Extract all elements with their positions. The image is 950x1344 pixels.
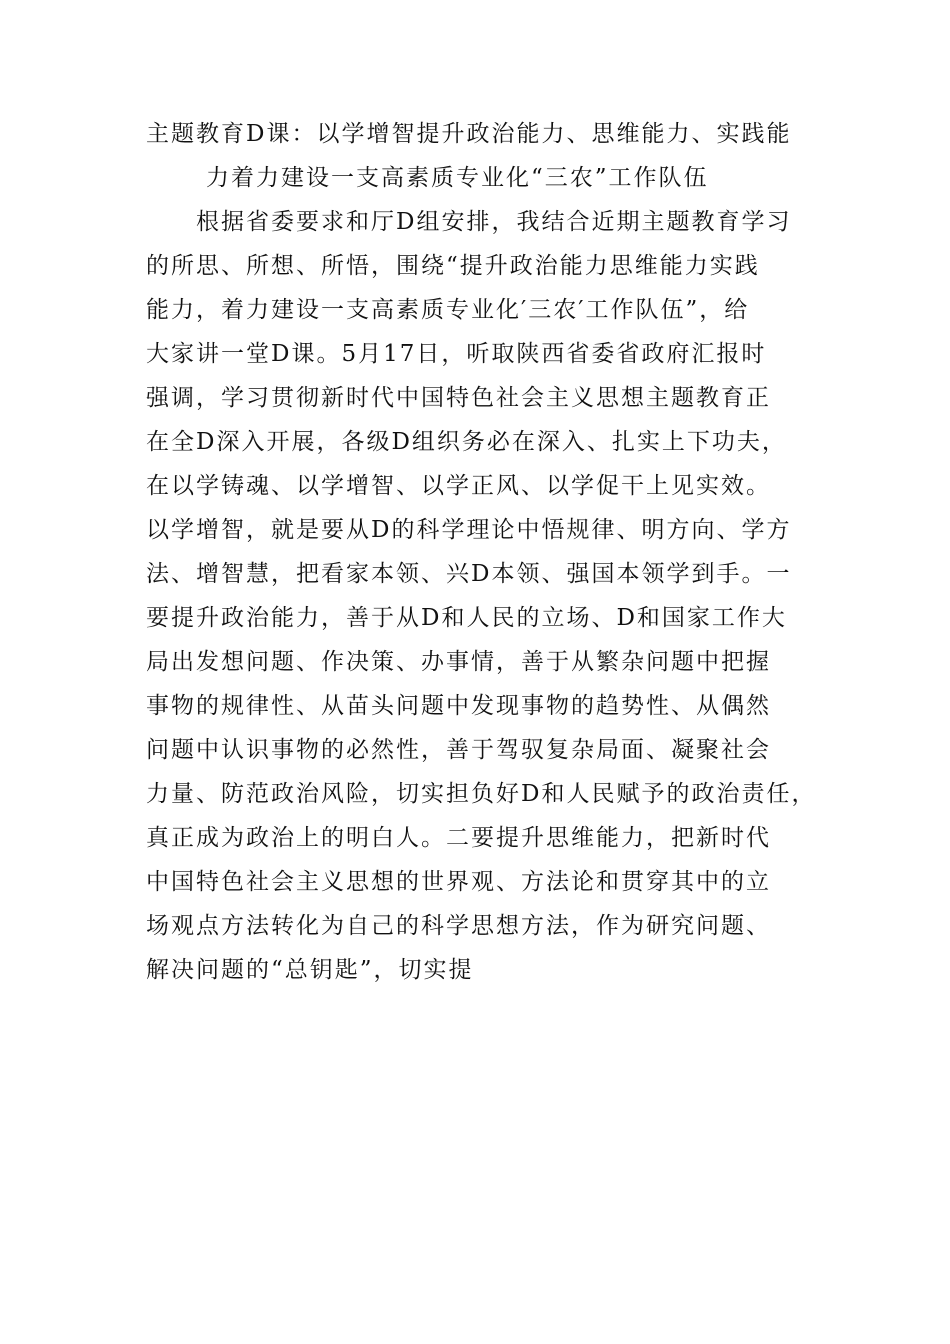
body-line: 根据省委要求和厅D组安排，我结合近期主题教育学习 — [196, 209, 792, 235]
body-line: 强调，学习贯彻新时代中国特色社会主义思想主题教育正 — [146, 385, 771, 411]
body-line: 事物的规律性、从苗头问题中发现事物的趋势性、从偶然 — [146, 693, 771, 719]
body-line: 以学增智，就是要从D的科学理论中悟规律、明方向、学方 — [146, 517, 792, 543]
body-line: 问题中认识事物的必然性，善于驾驭复杂局面、凝聚社会 — [146, 737, 771, 763]
body-line: 在以学铸魂、以学增智、以学正风、以学促干上见实效。 — [146, 473, 771, 499]
body-line: 局出发想问题、作决策、办事情，善于从繁杂问题中把握 — [146, 649, 771, 675]
body-line: 大家讲一堂D课。5月17日，听取陕西省委省政府汇报时 — [146, 341, 767, 367]
body-line: 要提升政治能力，善于从D和人民的立场、D和国家工作大 — [146, 605, 787, 631]
body-line: 能力，着力建设一支高素质专业化′三农′工作队伍”，给 — [146, 297, 750, 323]
body-line: 场观点方法转化为自己的科学思想方法，作为研究问题、 — [146, 913, 771, 939]
body-line: 在全D深入开展，各级D组织务必在深入、扎实上下功夫， — [146, 429, 787, 455]
title-line-1: 主题教育D课：以学增智提升政治能力、思维能力、实践能 — [146, 121, 792, 147]
body-line: 法、增智慧，把看家本领、兴D本领、强国本领学到手。一 — [146, 561, 792, 587]
title-line-2: 力着力建设一支高素质专业化“三农”工作队伍 — [206, 165, 709, 191]
body-line: 真正成为政治上的明白人。二要提升思维能力，把新时代 — [146, 825, 771, 851]
document-content — [146, 112, 822, 992]
body-line: 力量、防范政治风险，切实担负好D和人民赋予的政治责任， — [146, 781, 817, 807]
body-line: 中国特色社会主义思想的世界观、方法论和贯穿其中的立 — [146, 869, 771, 895]
body-line: 的所思、所想、所悟，围绕“提升政治能力思维能力实践 — [146, 253, 760, 279]
body-line: 解决问题的“总钥匙”，切实提 — [146, 957, 474, 983]
